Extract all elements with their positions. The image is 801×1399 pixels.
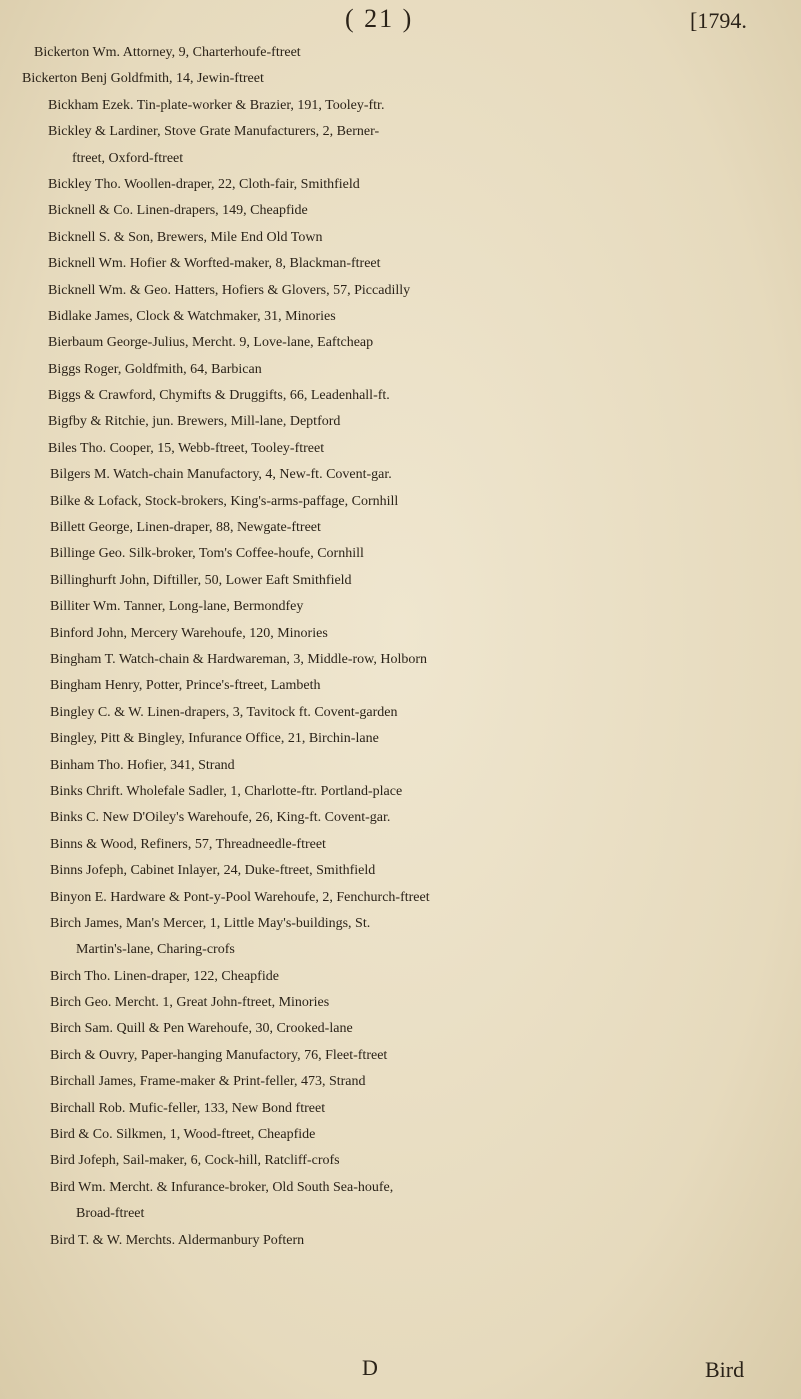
directory-entry: Bilke & Lofack, Stock-brokers, King's-arms-paffage, Cornhill	[50, 493, 399, 509]
directory-entry: Bingley C. & W. Linen-drapers, 3, Tavitock ft. Covent-garden	[50, 704, 398, 720]
directory-entry: Biggs Roger, Goldfmith, 64, Barbican	[48, 361, 262, 377]
directory-entry: Binford John, Mercery Warehoufe, 120, Minories	[50, 625, 328, 641]
directory-entry: Binyon E. Hardware & Pont-y-Pool Warehoufe, 2, Fenchurch-ftreet	[50, 889, 430, 905]
directory-entry: Bird Wm. Mercht. & Infurance-broker, Old South Sea-houfe,	[50, 1179, 394, 1195]
page-footer	[0, 1355, 801, 1385]
catchword: Bird	[705, 1357, 745, 1382]
directory-entry: Bingham Henry, Potter, Prince's-ftreet, Lambeth	[50, 678, 321, 694]
directory-entry: Binham Tho. Hofier, 341, Strand	[50, 757, 235, 773]
directory-entry: Billinge Geo. Silk-broker, Tom's Coffee-houfe, Cornhill	[50, 546, 364, 562]
directory-entry: Billiter Wm. Tanner, Long-lane, Bermondfey	[50, 599, 304, 615]
directory-entry: Binks Chrift. Wholefale Sadler, 1, Charlotte-ftr. Portland-place	[50, 783, 403, 799]
directory-entry: Binns Jofeph, Cabinet Inlayer, 24, Duke-ftreet, Smithfield	[50, 863, 376, 879]
directory-entry: Bidlake James, Clock & Watchmaker, 31, Minories	[48, 308, 336, 324]
directory-entry: Bicknell S. & Son, Brewers, Mile End Old Town	[48, 229, 323, 245]
directory-entry: Birchall Rob. Mufic-feller, 133, New Bond ftreet	[50, 1100, 326, 1116]
directory-entry: Billett George, Linen-draper, 88, Newgate-ftreet	[50, 520, 321, 536]
directory-entry: Biggs & Crawford, Chymifts & Druggifts, 66, Leadenhall-ft.	[48, 388, 390, 404]
directory-entry: Billinghurft John, Diftiller, 50, Lower Eaft Smithfield	[50, 572, 352, 588]
directory-entry: Birch Tho. Linen-draper, 122, Cheapfide	[50, 968, 279, 984]
directory-entry: Bickley & Lardiner, Stove Grate Manufacturers, 2, Berner-	[48, 124, 380, 140]
directory-entry: Bickerton Benj Goldfmith, 14, Jewin-ftreet	[22, 71, 264, 87]
year-marker: [1794.	[690, 8, 747, 33]
page-header	[0, 4, 801, 40]
directory-entry: Birch Sam. Quill & Pen Warehoufe, 30, Crooked-lane	[50, 1021, 353, 1037]
directory-entry: Biles Tho. Cooper, 15, Webb-ftreet, Tooley-ftreet	[48, 440, 325, 456]
directory-entry: Broad-ftreet	[76, 1206, 145, 1222]
directory-entry: Bickley Tho. Woollen-draper, 22, Cloth-fair, Smithfield	[48, 176, 360, 192]
directory-entry: Bingham T. Watch-chain & Hardwareman, 3, Middle-row, Holborn	[50, 651, 428, 667]
directory-entry: Binns & Wood, Refiners, 57, Threadneedle-ftreet	[50, 836, 326, 852]
directory-entry: Bingley, Pitt & Bingley, Infurance Office, 21, Birchin-lane	[50, 731, 379, 747]
directory-entry: Bird Jofeph, Sail-maker, 6, Cock-hill, Ratcliff-crofs	[50, 1153, 340, 1169]
directory-entry: Binks C. New D'Oiley's Warehoufe, 26, King-ft. Covent-gar.	[50, 810, 391, 826]
directory-entry: Bigfby & Ritchie, jun. Brewers, Mill-lane, Deptford	[48, 414, 341, 430]
directory-entry: Bird T. & W. Merchts. Aldermanbury Poftern	[50, 1232, 305, 1248]
page-number: ( 21 )	[345, 4, 414, 33]
directory-entry: Bird & Co. Silkmen, 1, Wood-ftreet, Cheapfide	[50, 1127, 316, 1143]
directory-entries	[0, 40, 801, 1254]
directory-entry: Bicknell Wm. Hofier & Worfted-maker, 8, Blackman-ftreet	[48, 256, 381, 272]
directory-entry: Birch Geo. Mercht. 1, Great John-ftreet, Minories	[50, 995, 330, 1011]
directory-entry: Bicknell Wm. & Geo. Hatters, Hofiers & Glovers, 57, Piccadilly	[48, 282, 411, 298]
directory-entry: Birch & Ouvry, Paper-hanging Manufactory, 76, Fleet-ftreet	[50, 1047, 388, 1063]
directory-entry: Bierbaum George-Julius, Mercht. 9, Love-lane, Eaftcheap	[48, 335, 374, 351]
directory-entry: Birchall James, Frame-maker & Print-feller, 473, Strand	[50, 1074, 366, 1090]
directory-entry: Bilgers M. Watch-chain Manufactory, 4, New-ft. Covent-gar.	[50, 467, 392, 483]
signature-mark: D	[362, 1355, 378, 1380]
directory-entry: Martin's-lane, Charing-crofs	[76, 942, 235, 958]
directory-entry: Bickerton Wm. Attorney, 9, Charterhoufe-ftreet	[34, 45, 301, 60]
directory-entry: Bicknell & Co. Linen-drapers, 149, Cheapfide	[48, 203, 308, 219]
directory-entry: Birch James, Man's Mercer, 1, Little May's-buildings, St.	[50, 915, 371, 931]
directory-entry: ftreet, Oxford-ftreet	[72, 150, 184, 166]
directory-entry: Bickham Ezek. Tin-plate-worker & Brazier, 191, Tooley-ftr.	[48, 97, 385, 113]
